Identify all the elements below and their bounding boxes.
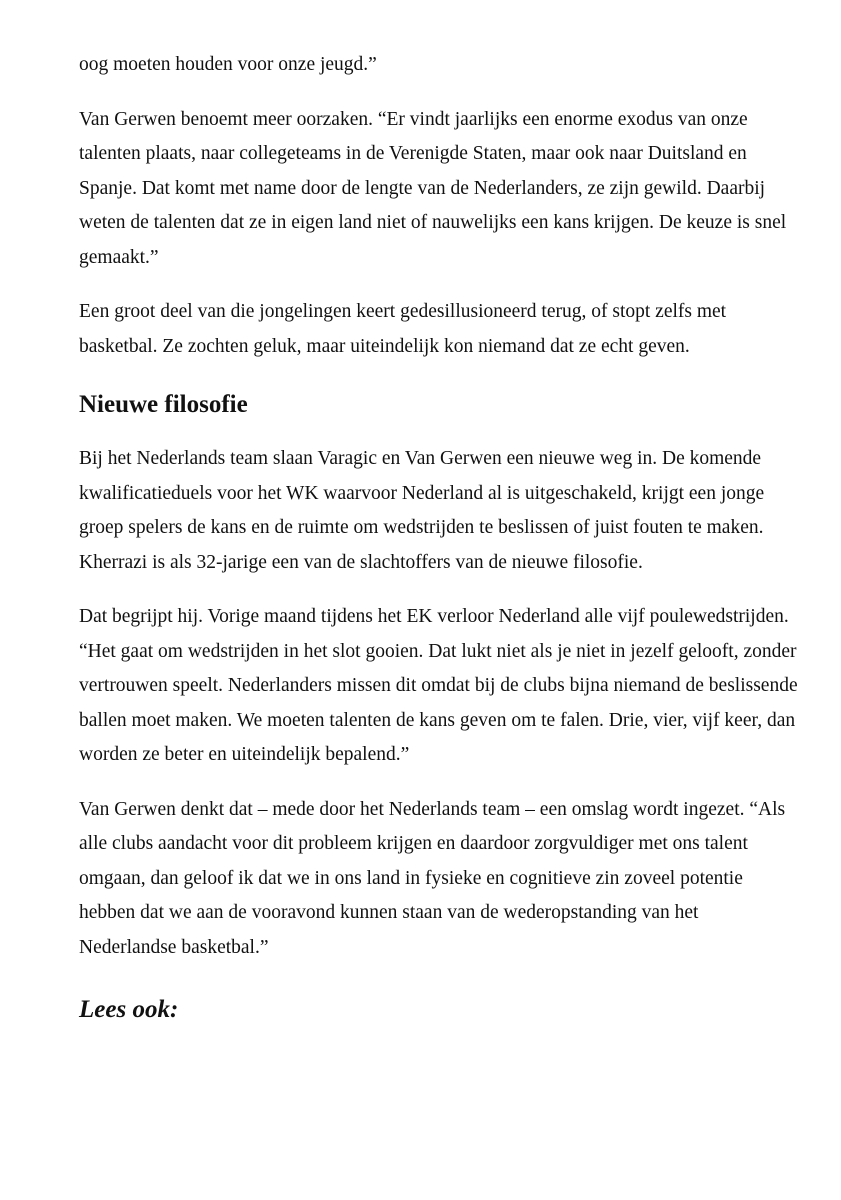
article-body	[79, 48, 799, 1029]
paragraph-causes: Van Gerwen benoemt meer oorzaken. “Er vindt jaarlijks een enorme exodus van onze talenten plaats, naar collegeteams in de Verenigde Staten, maar ook naar Duitsland en Spanje. Dat komt met name door de lengte van de Nederlanders, ze zijn gewild. Daarbij weten de talenten dat ze in eigen land niet of nauwelijks een kans krijgen. De keuze is snel gemaakt.”	[79, 108, 787, 268]
spacer	[79, 364, 799, 386]
spacer	[79, 773, 799, 793]
paragraph-ek-results: Dat begrijpt hij. Vorige maand tijdens het EK verloor Nederland alle vijf poulewedstrijden. “Het gaat om wedstrijden in het slot gooien. Dat lukt niet als je niet in jezelf gelooft, zonder vertrouwen speelt. Nederlanders missen dit omdat bij de clubs bijna niemand de beslissende ballen moet maken. We moeten talenten de kans geven om te falen. Drie, vier, vijf keer, dan worden ze beter en uiteindelijk bepalend.”	[79, 606, 798, 765]
paragraph-continuation: oog moeten houden voor onze jeugd.”	[79, 54, 377, 75]
spacer	[79, 83, 799, 103]
paragraph-turnaround: Van Gerwen denkt dat – mede door het Nederlands team – een omslag wordt ingezet. “Als alle clubs aandacht voor dit probleem krijgen en daardoor zorgvuldiger met ons talent omgaan, dan geloof ik dat we in ons land in fysieke en cognitieve zin zoveel potentie hebben dat we aan de vooravond kunnen staan van de wederopstanding van het Nederlandse basketbal.”	[79, 798, 786, 958]
spacer	[79, 275, 799, 295]
spacer	[79, 580, 799, 600]
paragraph-disillusioned: Een groot deel van die jongelingen keert gedesillusioneerd terug, of stopt zelfs met basketbal. Ze zochten geluk, maar uiteindelijk kon niemand dat ze echt geven.	[79, 301, 727, 357]
section-heading-lees-ook: Lees ook:	[79, 996, 179, 1023]
paragraph-national-team: Bij het Nederlands team slaan Varagic en Van Gerwen een nieuwe weg in. De komende kwalificatieduels voor het WK waarvoor Nederland al is uitgeschakeld, krijgt een jonge groep spelers de kans en de ruimte om wedstrijden te beslissen of juist fouten te maken. Kherrazi is als 32-jarige een van de slachtoffers van de nieuwe filosofie.	[79, 448, 765, 573]
spacer	[79, 965, 799, 991]
spacer	[79, 424, 799, 442]
section-heading-nieuwe-filosofie: Nieuwe filosofie	[79, 391, 248, 418]
